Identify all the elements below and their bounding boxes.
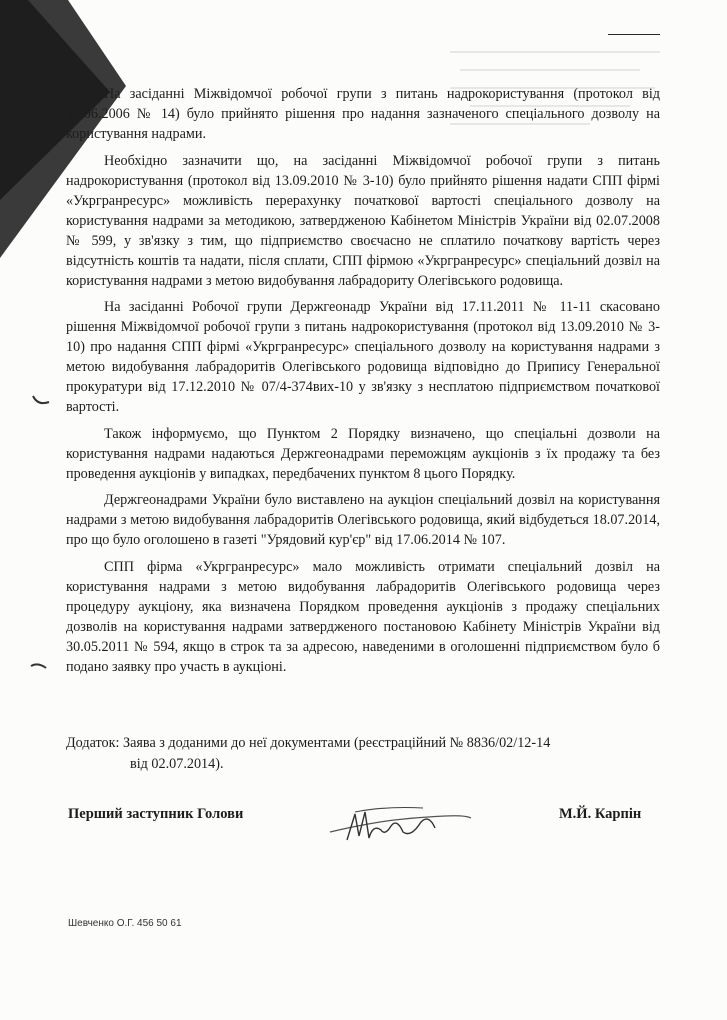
signatory-position: Перший заступник Голови	[68, 806, 244, 822]
attachment-line-2: від 02.07.2014).	[130, 756, 224, 772]
margin-mark-icon	[30, 390, 52, 412]
margin-mark-icon	[28, 654, 50, 676]
top-rule	[608, 34, 660, 35]
executor-contact: Шевченко О.Г. 456 50 61	[68, 918, 182, 929]
paragraph-1: На засіданні Міжвідомчої робочої групи з питань надрокористування (протокол від 15.06.2006 № 14) було прийнято рішення про надання зазначеного спеціального дозволу на користування надрами.	[66, 86, 660, 142]
paragraph-5: Держгеонадрами України було виставлено на аукціон спеціальний дозвіл на користування надрами з метою видобування лабрадоритів Олегівського родовища, який відбудеться 18.07.2014, про що було оголошено в газеті "Урядовий кур'єр" від 17.06.2014 № 107.	[66, 492, 660, 548]
paragraph-6: СПП фірма «Укргранресурс» мало можливість отримати спеціальний дозвіл на користування надрами з метою видобування лабрадоритів Олегівського родовища через процедуру аукціону, яка визначена Порядком проведення аукціонів з продажу спеціальних дозволів на користування надрами затвердженого постановою Кабінету Міністрів України від 30.05.2011 № 594, якщо в строк та за адресою, наведеними в оголошенні підприємством було б подано заявку про участь в аукціоні.	[66, 558, 660, 675]
letter-body	[66, 84, 660, 683]
signatory-name: М.Й. Карпін	[559, 806, 642, 822]
handwritten-signature	[325, 792, 475, 852]
attachment-note	[66, 733, 660, 775]
attachment-line-1: Додаток: Заява з доданими до неї документами (реєстраційний № 8836/02/12-14	[66, 735, 551, 751]
paragraph-4: Також інформуємо, що Пунктом 2 Порядку визначено, що спеціальні дозволи на користування надрами надаються Держгеонадрами переможцям аукціонів з їх продажу та без проведення аукціонів у випадках, передбачених пунктом 8 цього Порядку.	[66, 425, 660, 482]
paragraph-2: Необхідно зазначити що, на засіданні Міжвідомчої робочої групи з питань надрокористування (протокол від 13.09.2010 № 3-10) було прийнято рішення надати СПП фірмі «Укргранресурс» можливість перерахунку початкової вартості спеціального дозволу на користування надрами за методикою, затвердженою Кабінетом Міністрів України від 02.07.2008 № 599, у зв'язку з тим, що підприємство своєчасно не сплатило початкову вартість через відсутність коштів та надати, після сплати, СПП фірмою «Укргранресурс» спеціальний дозвіл на користування надрами з метою видобування лабрадориту Олегівського родовища.	[66, 152, 660, 289]
paragraph-3: На засіданні Робочої групи Держгеонадр України від 17.11.2011 № 11-11 скасовано рішення Міжвідомчої робочої групи з питань надрокористування (протокол від 13.09.2010 № 3-10) про надання СПП фірмі «Укргранресурс» спеціального дозволу на користування надрами з метою видобування лабрадоритів Олегівського родовища відповідно до Припису Генеральної прокуратури від 17.12.2010 № 07/4-374вих-10 у зв'язку з несплатою підприємством початкової вартості.	[66, 299, 660, 415]
